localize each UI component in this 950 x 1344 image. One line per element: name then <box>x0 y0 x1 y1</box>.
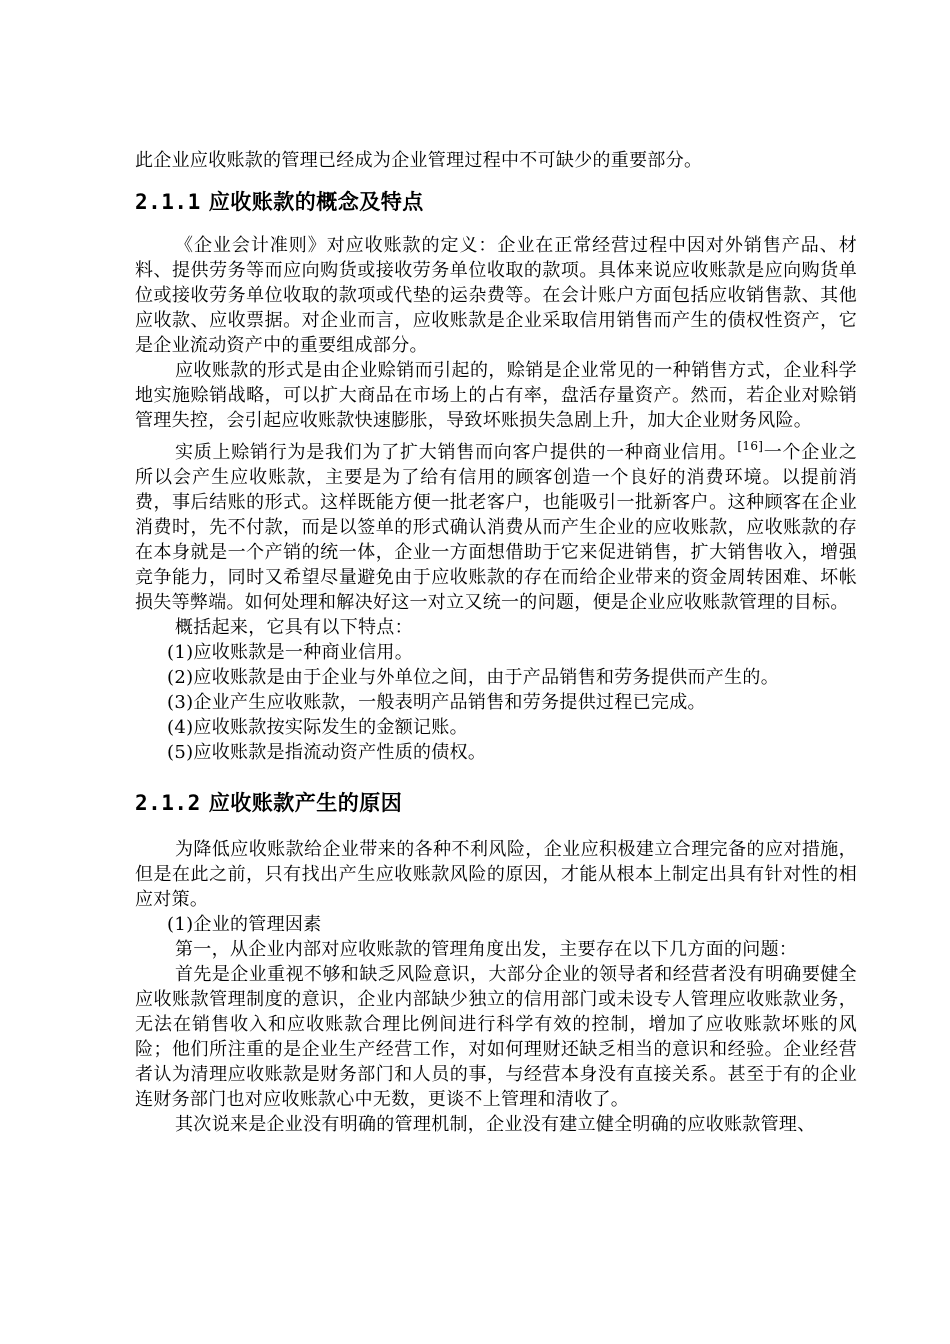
section-number: 2.1.1 <box>135 190 201 214</box>
commercial-credit-text-rest: 一个企业之所以会产生应收账款，主要是为了给有信用的顾客创造一个良好的消费环境。以提前消费，事后结账的形式。这样既能方便一批老客户，也能吸引一批新客户。这种顾客在企业消费时，先不付款，而是以签单的形式确认消费从而产生企业的应收账款，应收账款的存在本身就是一个产销的统一体，企业一方面想借助于它来促进销售，扩大销售收入，增强竞争能力，同时又希望尽量避免由于应收账款的存在而给企业带来的资金周转困难、坏帐损失等弊端。如何处理和解决好这一对立又统一的问题，便是企业应收账款管理的目标。 <box>135 442 858 613</box>
section-number: 2.1.2 <box>135 791 201 815</box>
secondly-paragraph: 其次说来是企业没有明确的管理机制，企业没有建立健全明确的应收账款管理、 <box>175 1114 816 1135</box>
commercial-credit-text-start: 实质上赊销行为是我们为了扩大销售而向客户提供的一种商业信用。 <box>175 442 738 463</box>
summary-intro: 概括起来，它具有以下特点： <box>175 617 413 638</box>
firstly-paragraph: 首先是企业重视不够和缺乏风险意识，大部分企业的领导者和经营者没有明确要健全应收账款管理制度的意识，企业内部缺少独立的信用部门或未设专人管理应收账款业务，无法在销售收入和应收账款合理比例间进行科学有效的控制，增加了应收账款坏账的风险；他们所注重的是企业生产经营工作，对如何理财还缺乏相当的意识和经验。企业经营者认为清理应收账款是财务部门和人员的事，与经营本身没有直接关系。甚至于有的企业连财务部门也对应收账款心中无数，更谈不上管理和清收了。 <box>135 964 857 1110</box>
section-heading-2-1-2 <box>135 789 857 817</box>
feature-item: (5)应收账款是指流动资产性质的债权。 <box>167 742 487 763</box>
section-title: 应收账款产生的原因 <box>208 791 403 815</box>
first-point-paragraph: 第一，从企业内部对应收账款的管理角度出发，主要存在以下几方面的问题： <box>175 939 798 960</box>
page-content <box>135 148 857 1137</box>
commercial-credit-paragraph <box>135 440 857 615</box>
continuation-paragraph: 此企业应收账款的管理已经成为企业管理过程中不可缺少的重要部分。 <box>135 150 703 171</box>
causes-intro-paragraph: 为降低应收账款给企业带来的各种不利风险，企业应积极建立合理完备的应对措施，但是在此之前，只有找出产生应收账款风险的原因，才能从根本上制定出具有针对性的相应对策。 <box>135 839 857 910</box>
feature-item: (2)应收账款是由于企业与外单位之间，由于产品销售和劳务提供而产生的。 <box>167 667 779 688</box>
section-title: 应收账款的概念及特点 <box>208 190 424 214</box>
definition-paragraph: 《企业会计准则》对应收账款的定义：企业在正常经营过程中因对外销售产品、材料、提供劳务等而应向购货或接收劳务单位收取的款项。具体来说应收账款是应向购货单位或接收劳务单位收取的款项或代垫的运杂费等。在会计账户方面包括应收销售款、其他应收款、应收票据。对企业而言，应收账款是企业采取信用销售而产生的债权性资产，它是企业流动资产中的重要组成部分。 <box>135 235 857 356</box>
credit-sales-paragraph: 应收账款的形式是由企业赊销而引起的，赊销是企业常见的一种销售方式，企业科学地实施赊销战略，可以扩大商品在市场上的占有率，盘活存量资产。然而，若企业对赊销管理失控，会引起应收账款快速膨胀，导致坏账损失急剧上升，加大企业财务风险。 <box>135 360 857 431</box>
feature-item: (4)应收账款按实际发生的金额记账。 <box>167 717 468 738</box>
feature-item: (3)企业产生应收账款，一般表明产品销售和劳务提供过程已完成。 <box>167 692 706 713</box>
feature-item: (1)应收账款是一种商业信用。 <box>167 642 413 663</box>
citation-reference: [16] <box>737 439 764 453</box>
factor-heading: (1)企业的管理因素 <box>167 914 322 935</box>
section-heading-2-1-1 <box>135 188 857 216</box>
